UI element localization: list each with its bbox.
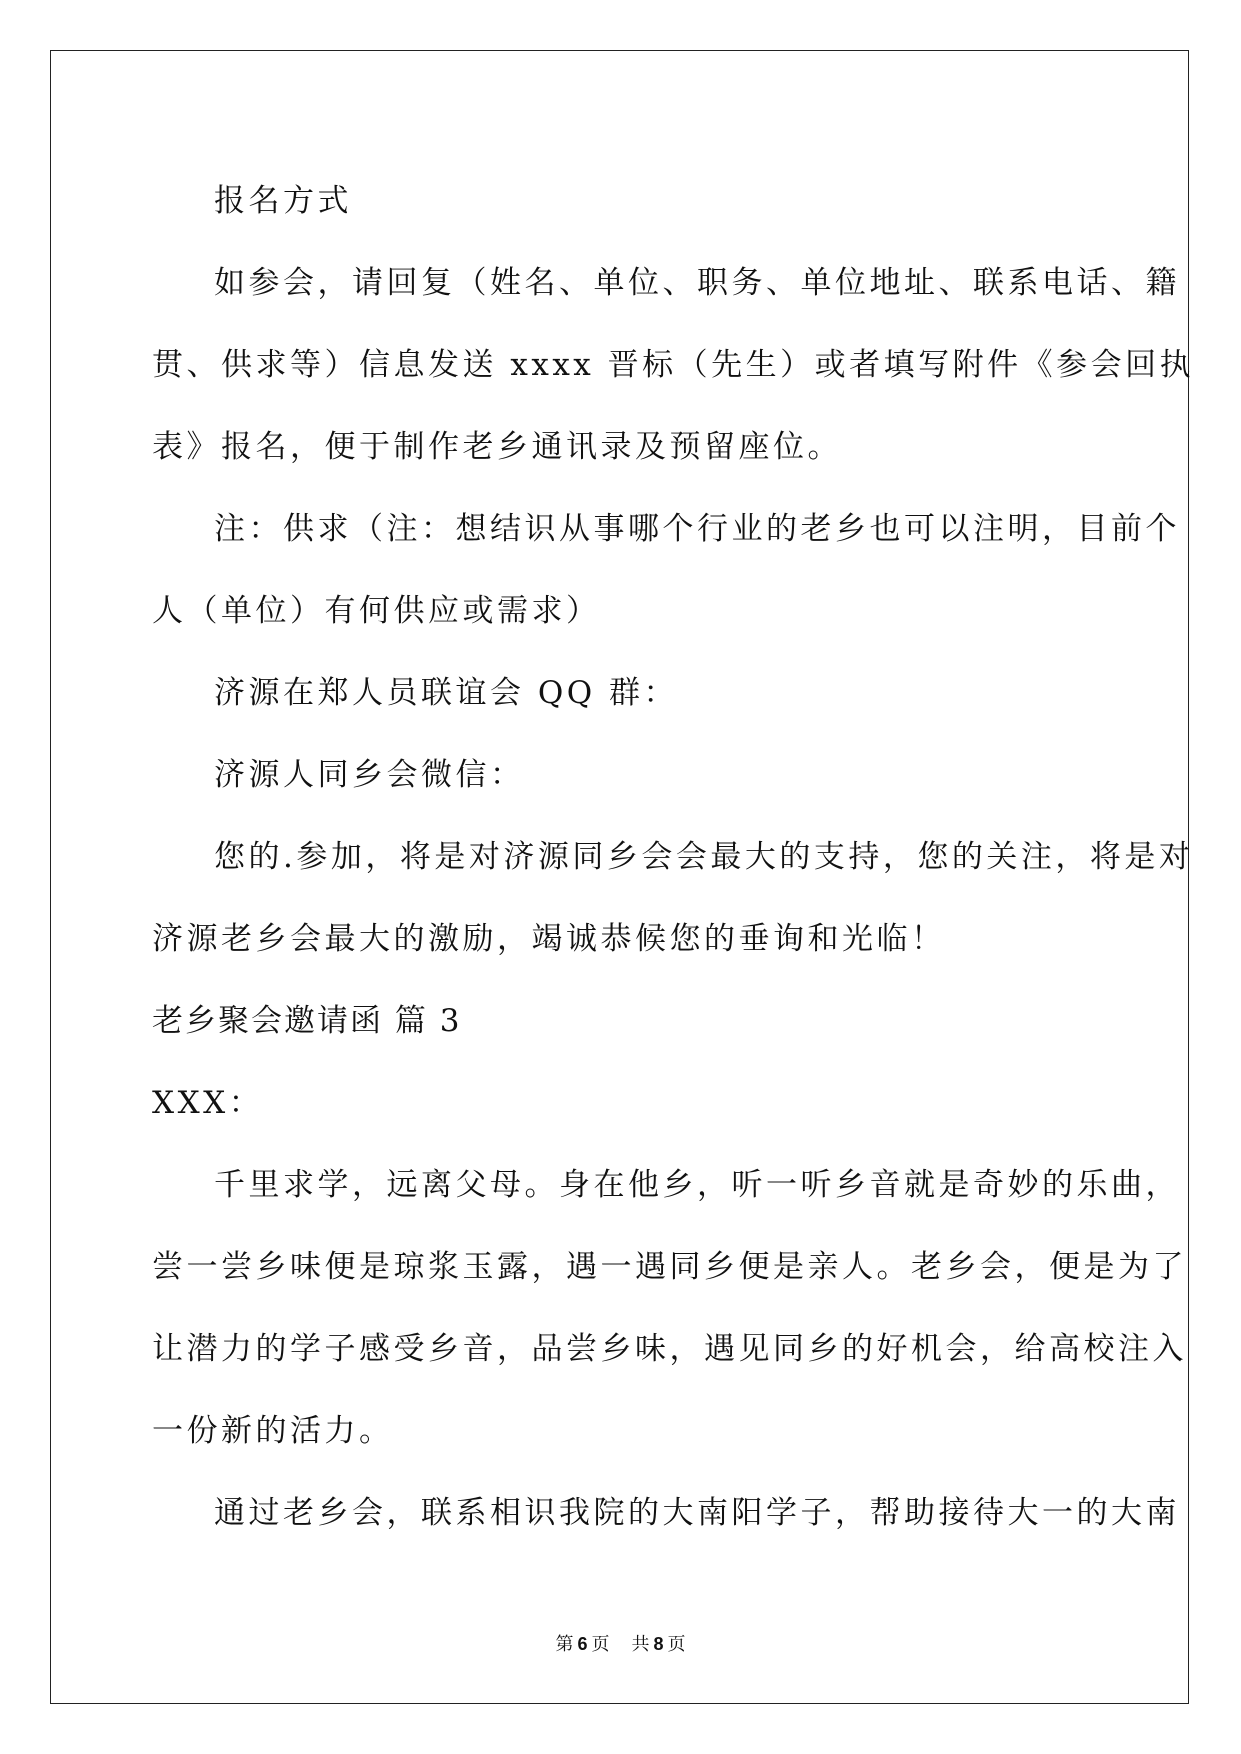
text-line-1: 报名方式	[214, 183, 352, 219]
text-line-8: 济源人同乡会微信：	[214, 757, 525, 793]
footer-total-prefix: 共	[631, 1634, 650, 1655]
document-body	[152, 160, 1195, 1554]
text-line-15: 让潜力的学子感受乡音，品尝乡味，遇见同乡的好机会，给高校注入	[152, 1331, 1187, 1367]
current-page-number: 6	[577, 1634, 588, 1654]
text-line-10: 济源老乡会最大的激励，竭诚恭候您的垂询和光临！	[152, 921, 946, 957]
text-line-9: 您的.参加，将是对济源同乡会会最大的支持，您的关注，将是对	[214, 839, 1194, 875]
text-line-14: 尝一尝乡味便是琼浆玉露，遇一遇同乡便是亲人。老乡会，便是为了	[152, 1249, 1187, 1285]
text-line-17: 通过老乡会，联系相识我院的大南阳学子，帮助接待大一的大南	[214, 1495, 1180, 1531]
text-line-6: 人（单位）有何供应或需求）	[152, 593, 601, 629]
text-line-16: 一份新的活力。	[152, 1413, 394, 1449]
section-heading: 老乡聚会邀请函 篇 3	[152, 1003, 462, 1039]
text-line-4: 表》报名，便于制作老乡通讯录及预留座位。	[152, 429, 842, 465]
text-line-13: 千里求学，远离父母。身在他乡，听一听乡音就是奇妙的乐曲，	[214, 1167, 1180, 1203]
text-line-2: 如参会，请回复（姓名、单位、职务、单位地址、联系电话、籍	[214, 265, 1180, 301]
footer-page-suffix: 页	[591, 1634, 610, 1655]
footer-prefix: 第	[555, 1634, 574, 1655]
text-line-7: 济源在郑人员联谊会 QQ 群：	[214, 675, 679, 711]
page-footer	[0, 1630, 1241, 1656]
text-line-5: 注：供求（注：想结识从事哪个行业的老乡也可以注明，目前个	[214, 511, 1180, 547]
salutation: XXX：	[152, 1085, 264, 1121]
footer-total-suffix: 页	[667, 1634, 686, 1655]
total-page-number: 8	[653, 1634, 664, 1654]
text-line-3: 贯、供求等）信息发送 xxxx 晋标（先生）或者填写附件《参会回执	[152, 347, 1195, 383]
